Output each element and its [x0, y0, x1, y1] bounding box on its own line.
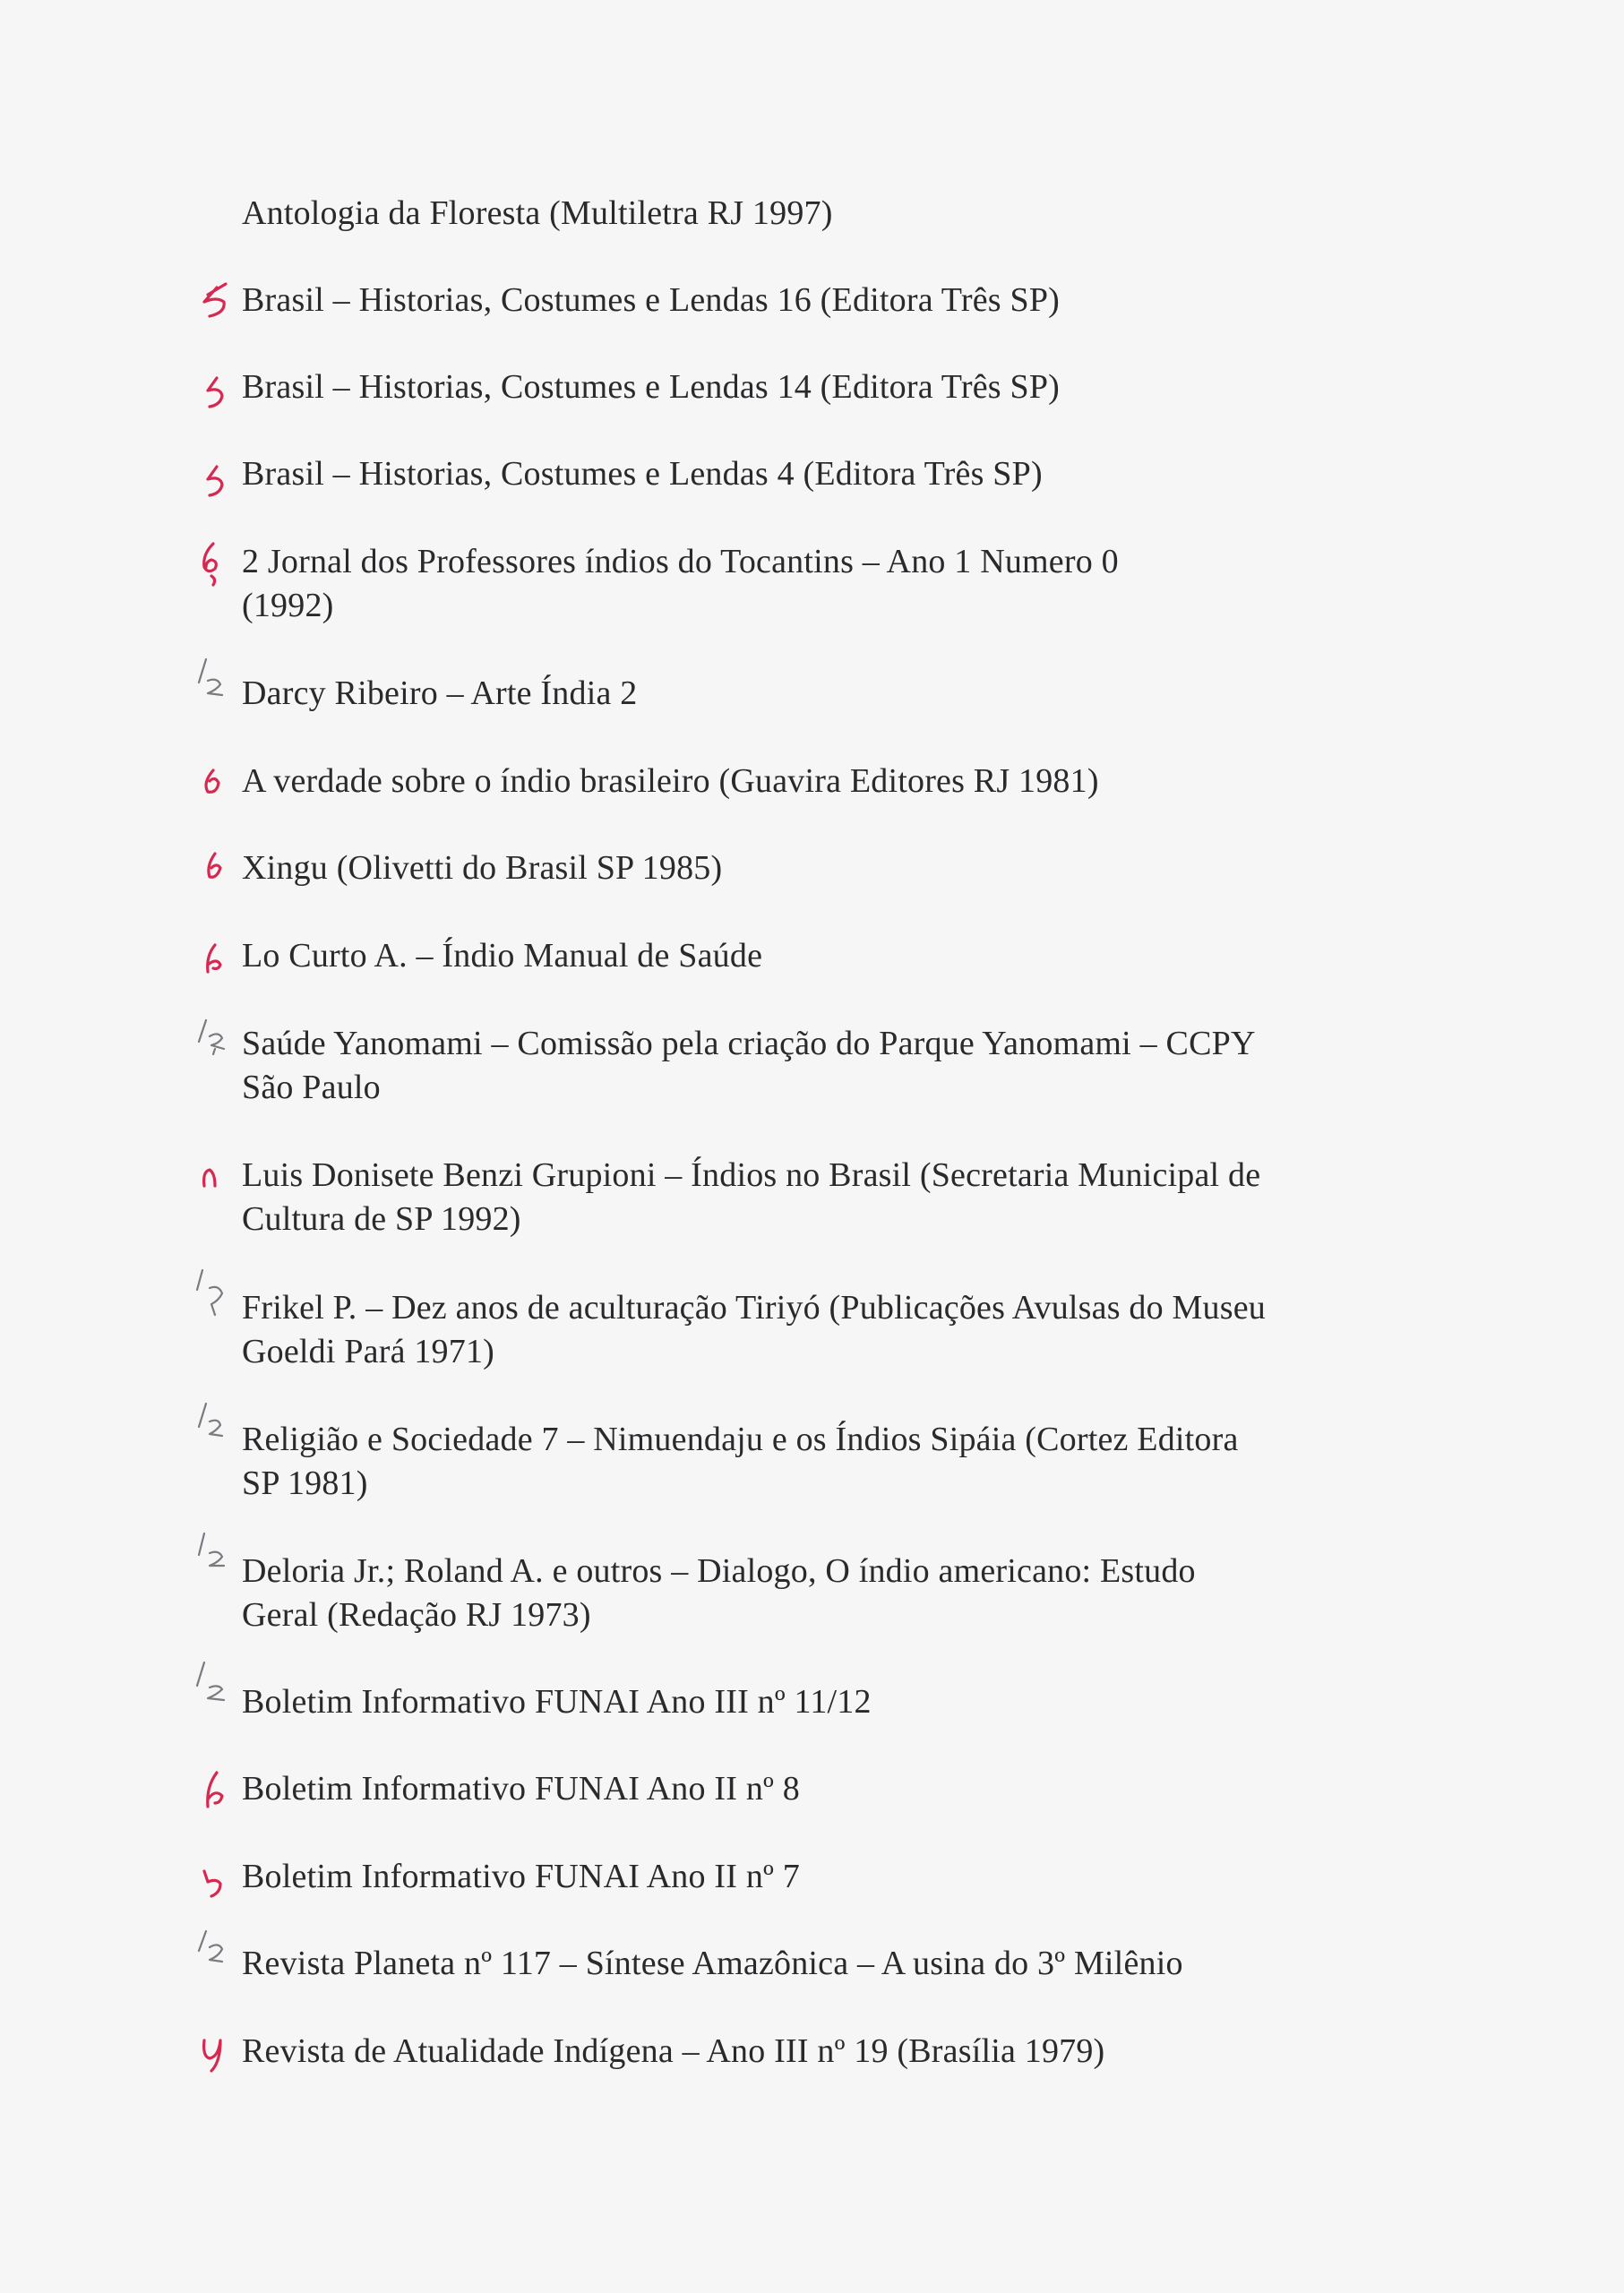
list-item	[242, 846, 1406, 890]
list-item	[242, 1942, 1406, 1986]
entry-text: Darcy Ribeiro – Arte Índia 2	[242, 674, 638, 712]
list-item	[242, 760, 1406, 803]
list-item	[242, 2030, 1406, 2074]
entry-text: Xingu (Olivetti do Brasil SP 1985)	[242, 849, 723, 887]
list-item	[242, 1286, 1406, 1374]
red-6-icon	[190, 931, 240, 984]
entry-text: A verdade sobre o índio brasileiro (Guavira Editores RJ 1981)	[242, 762, 1099, 800]
entry-text: Boletim Informativo FUNAI Ano II nº 7	[242, 1858, 800, 1895]
entry-text: Antologia da Floresta (Multiletra RJ 1997)	[242, 194, 833, 232]
entry-text: Deloria Jr.; Roland A. e outros – Dialogo, O índio americano: Estudo Geral (Redação RJ 1973)	[242, 1552, 1196, 1634]
red-6-icon	[190, 843, 240, 897]
gray-slash-2-icon	[190, 1414, 240, 1468]
red-5-icon	[190, 275, 240, 329]
list-item	[242, 1154, 1406, 1241]
list-item	[242, 279, 1406, 322]
list-item	[242, 540, 1406, 628]
red-6-icon	[190, 1150, 240, 1204]
list-item	[242, 1418, 1406, 1506]
list-item	[242, 934, 1406, 978]
entry-text: Luis Donisete Benzi Grupioni – Índios no Brasil (Secretaria Municipal de Cultura de SP 1992)	[242, 1156, 1261, 1238]
red-6-icon	[190, 756, 240, 810]
list-item	[242, 365, 1406, 409]
red-5-icon	[190, 449, 240, 502]
gray-slash-2-icon	[190, 1677, 240, 1730]
list-item	[242, 452, 1406, 496]
entry-text: Revista Planeta nº 117 – Síntese Amazônica – A usina do 3º Milênio	[242, 1945, 1183, 1982]
list-item	[242, 1022, 1406, 1110]
entry-text: Lo Curto A. – Índio Manual de Saúde	[242, 937, 763, 975]
list-item	[242, 1550, 1406, 1637]
gray-slash-2-icon	[190, 1938, 240, 1992]
red-5-icon	[190, 1851, 240, 1905]
red-5-icon	[190, 362, 240, 416]
entry-text: Revista de Atualidade Indígena – Ano III nº 19 (Brasília 1979)	[242, 2032, 1105, 2070]
entry-text: Boletim Informativo FUNAI Ano II nº 8	[242, 1770, 800, 1808]
list-item	[242, 192, 1406, 236]
entry-text: Saúde Yanomami – Comissão pela criação do Parque Yanomami – CCPY São Paulo	[242, 1025, 1256, 1106]
entry-text: Religião e Sociedade 7 – Nimuendaju e os Índios Sipáia (Cortez Editora SP 1981)	[242, 1421, 1239, 1502]
list-item	[242, 1680, 1406, 1724]
entry-text: 2 Jornal dos Professores índios do Tocantins – Ano 1 Numero 0 (1992)	[242, 543, 1119, 624]
gray-slash-2-icon	[190, 1546, 240, 1600]
entry-text: Brasil – Historias, Costumes e Lendas 14 (Editora Três SP)	[242, 368, 1061, 406]
entry-text: Brasil – Historias, Costumes e Lendas 4 (Editora Três SP)	[242, 455, 1043, 493]
red-6-icon	[190, 2026, 240, 2080]
gray-slash-2-icon	[190, 1018, 240, 1072]
list-item	[242, 1767, 1406, 1811]
gray-slash-2-icon	[190, 1283, 240, 1336]
red-6-icon	[190, 1764, 240, 1817]
entry-text: Boletim Informativo FUNAI Ano III nº 11/12	[242, 1683, 872, 1721]
list-item	[242, 1855, 1406, 1899]
entry-text: Brasil – Historias, Costumes e Lendas 16 (Editora Três SP)	[242, 281, 1061, 319]
entry-text: Frikel P. – Dez anos de aculturação Tiriyó (Publicações Avulsas do Museu Goeldi Pará 1971)	[242, 1289, 1266, 1370]
gray-slash-2-icon	[190, 668, 240, 722]
red-6-icon	[190, 537, 240, 590]
list-item	[242, 672, 1406, 716]
